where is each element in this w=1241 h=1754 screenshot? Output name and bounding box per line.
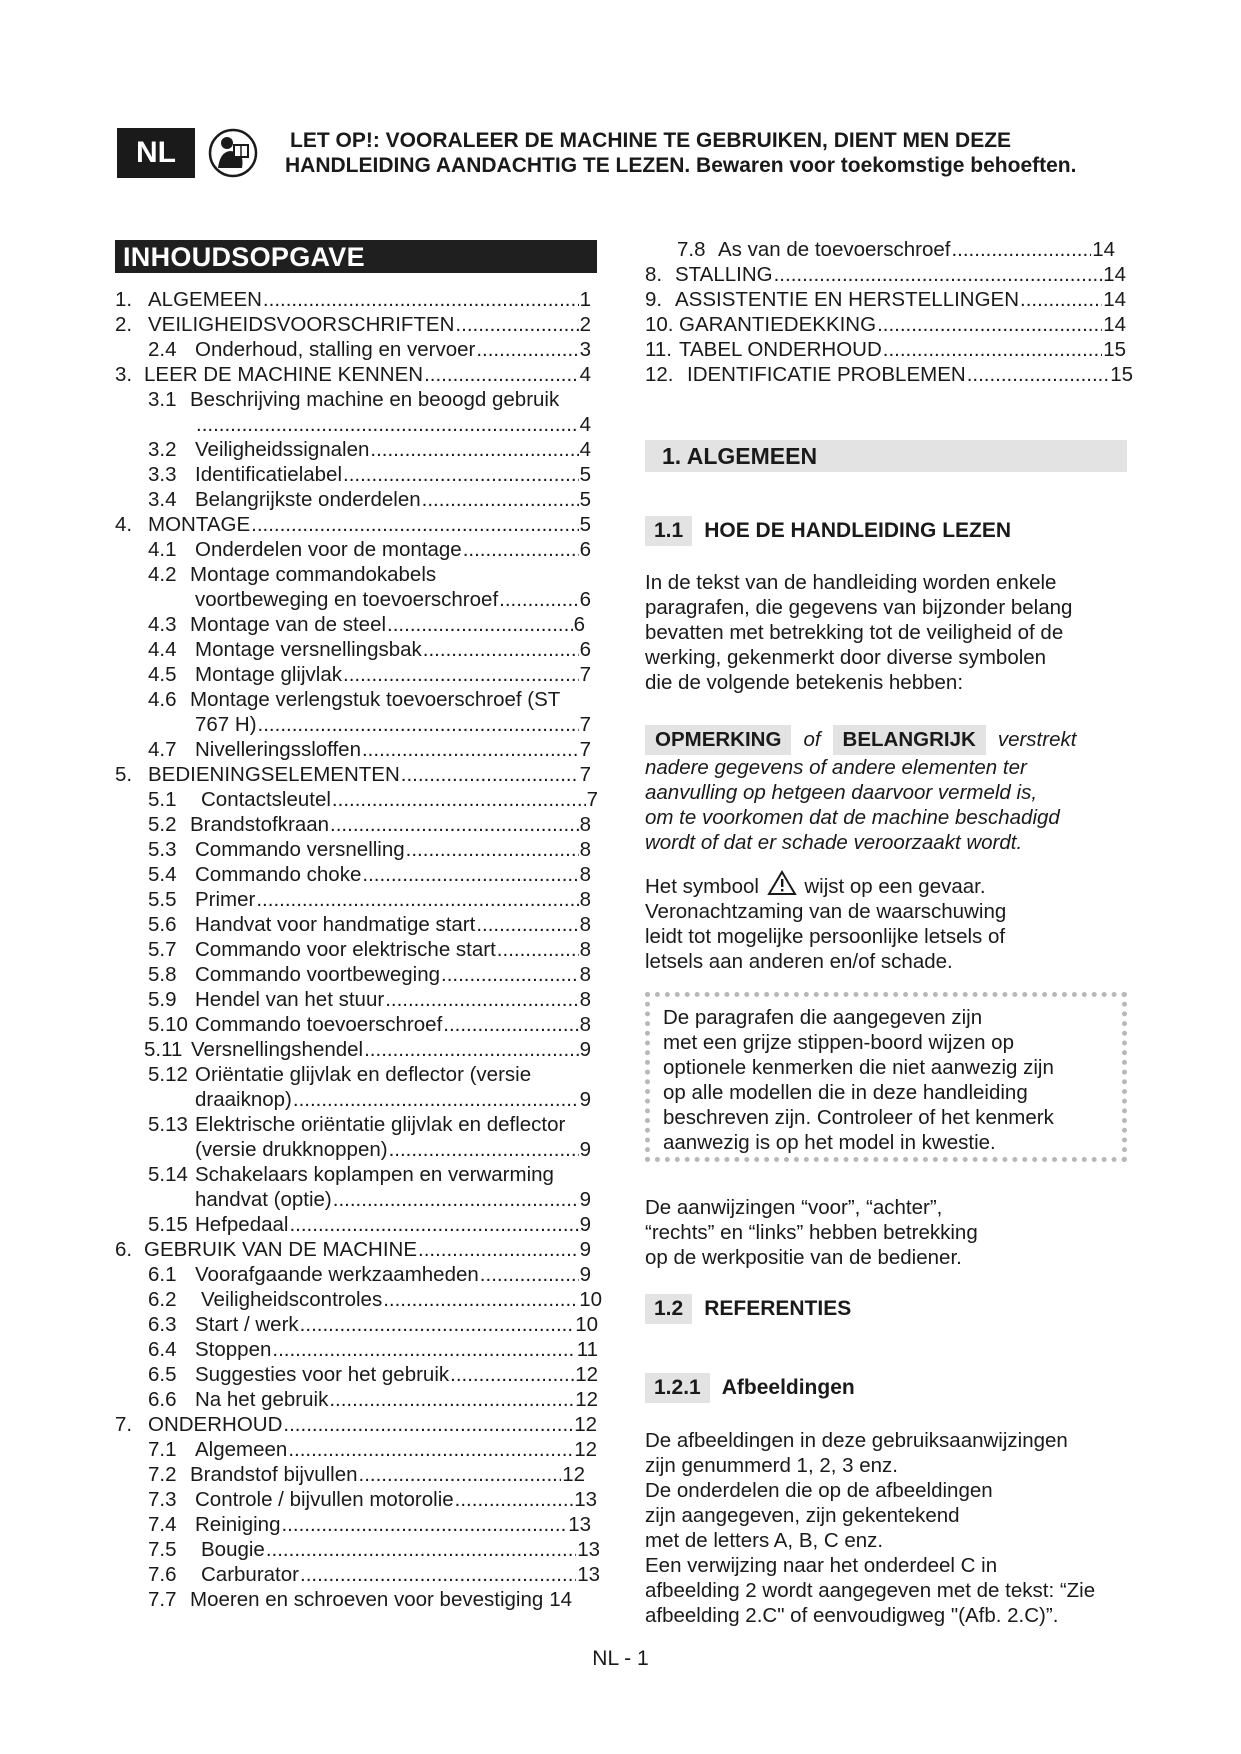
toc-page: 6: [573, 613, 585, 636]
toc-page: 8: [579, 963, 591, 986]
toc-text: Primer: [195, 888, 256, 911]
toc-text: ASSISTENTIE EN HERSTELLINGEN: [675, 288, 1020, 311]
toc-page: 14: [1092, 238, 1115, 261]
text-line: nadere gegevens of andere elementen ter: [645, 756, 1027, 779]
toc-page: 13: [568, 1513, 591, 1536]
note-legend-line: [645, 725, 1076, 755]
toc-text: MONTAGE: [148, 513, 251, 536]
toc-number: 1.: [115, 288, 133, 311]
text-line: met een grijze stippen-boord wijzen op: [663, 1031, 1014, 1054]
toc-text: Hendel van het stuur: [195, 988, 385, 1011]
toc-number: 7.6: [148, 1563, 177, 1586]
text-line: beschreven zijn. Controleer of het kenmerk: [663, 1106, 1054, 1129]
toc-text: Carburator: [201, 1563, 299, 1586]
toc-page: 9: [579, 1038, 591, 1061]
text-line: op de werkpositie van de bediener.: [645, 1246, 962, 1269]
toc-text: STALLING: [675, 263, 773, 286]
toc-number: 6.6: [148, 1388, 177, 1411]
toc-entry[interactable]: [148, 1337, 598, 1362]
toc-text: Identificatielabel: [195, 463, 343, 486]
toc-entry[interactable]: [148, 862, 591, 887]
toc-page: 9: [579, 1238, 591, 1261]
verstrekt-text: verstrekt: [997, 728, 1077, 751]
toc-entry[interactable]: [148, 462, 591, 487]
toc-entry[interactable]: [148, 1012, 591, 1037]
text-line: In de tekst van de handleiding worden enkele: [645, 571, 1057, 594]
toc-page: 5: [579, 488, 591, 511]
toc-entry[interactable]: [148, 937, 591, 962]
toc-number: 7.7: [148, 1588, 177, 1611]
text-line: De onderdelen die op de afbeeldingen: [645, 1479, 993, 1502]
toc-entry[interactable]: [148, 887, 591, 912]
text-line: afbeelding 2.C" of eenvoudigweg "(Afb. 2.C)”.: [645, 1604, 1059, 1627]
toc-page: 13: [577, 1538, 600, 1561]
toc-entry[interactable]: [148, 1587, 600, 1612]
toc-page: 4: [579, 363, 591, 386]
toc-number: 5.12: [148, 1063, 188, 1086]
toc-entry[interactable]: [115, 287, 591, 312]
toc-entry[interactable]: [148, 1287, 602, 1312]
toc-number: 7.8: [677, 238, 706, 261]
toc-text: Commando versnelling: [195, 838, 405, 861]
toc-entry[interactable]: [148, 337, 591, 362]
toc-entry[interactable]: [148, 1537, 600, 1562]
toc-number: 5.4: [148, 863, 177, 886]
toc-entry[interactable]: [645, 337, 1126, 362]
toc-text: 767 H): [195, 713, 257, 736]
toc-text: Beschrijving machine en beoogd gebruik: [190, 388, 560, 411]
toc-text: Algemeen: [195, 1438, 288, 1461]
toc-page: 7: [586, 788, 598, 811]
toc-text: Suggesties voor het gebruik: [195, 1363, 450, 1386]
toc-number: 6.3: [148, 1313, 177, 1336]
toc-page: 4: [579, 438, 591, 461]
toc-entry-continuation: [195, 412, 591, 437]
directions-paragraph: [645, 1195, 978, 1270]
toc-text: Veiligheidssignalen: [195, 438, 370, 461]
toc-page: 14: [549, 1588, 573, 1611]
toc-number: 5.5: [148, 888, 177, 911]
toc-number: 5.8: [148, 963, 177, 986]
toc-entry[interactable]: [148, 987, 591, 1012]
read-manual-icon: [208, 128, 258, 178]
toc-entry[interactable]: [115, 762, 591, 787]
toc-entry[interactable]: [115, 362, 591, 387]
toc-text: VEILIGHEIDSVOORSCHRIFTEN: [148, 313, 455, 336]
toc-number: 5.3: [148, 838, 177, 861]
toc-page: 14: [1103, 263, 1126, 286]
text-fragment: wijst op een gevaar.: [804, 875, 986, 898]
toc-entry[interactable]: [148, 787, 598, 812]
toc-text: BEDIENINGSELEMENTEN: [148, 763, 400, 786]
warning-line-2: HANDLEIDING AANDACHTIG TE LEZEN. Bewaren voor toekomstige behoeften.: [285, 154, 1077, 177]
images-paragraph: [645, 1428, 1095, 1628]
toc-text: ALGEMEEN: [148, 288, 262, 311]
toc-text: Start / werk: [195, 1313, 299, 1336]
note-description: [645, 755, 1060, 855]
toc-page: 9: [579, 1188, 591, 1211]
symbol-paragraph: [645, 870, 1006, 974]
toc-text: Stoppen: [195, 1338, 272, 1361]
toc-number: 7.2: [148, 1463, 177, 1486]
toc-number: 3.4: [148, 488, 177, 511]
toc-text: TABEL ONDERHOUD: [679, 338, 882, 361]
toc-page: 15: [1103, 338, 1126, 361]
intro-paragraph: [645, 570, 1072, 695]
text-line: wordt of dat er schade veroorzaakt wordt.: [645, 831, 1023, 854]
toc-text: Moeren en schroeven voor bevestiging: [190, 1588, 544, 1611]
toc-entry[interactable]: [148, 812, 591, 837]
toc-entry[interactable]: [148, 912, 591, 937]
toc-number: 5.14: [148, 1163, 188, 1186]
text-line: Een verwijzing naar het onderdeel C in: [645, 1554, 998, 1577]
toc-entry[interactable]: [148, 1437, 597, 1462]
toc-entry[interactable]: [148, 1112, 565, 1137]
toc-page: 8: [579, 813, 591, 836]
toc-entry[interactable]: [148, 487, 591, 512]
toc-number: 5.7: [148, 938, 177, 961]
subsection-heading-1-1: [645, 516, 1011, 546]
toc-text: Contactsleutel: [201, 788, 331, 811]
toc-entry-continuation: [195, 587, 591, 612]
toc-entry[interactable]: [645, 262, 1126, 287]
toc-number: 7.3: [148, 1488, 177, 1511]
toc-page: 6: [579, 588, 591, 611]
optional-feature-text: [663, 1005, 1054, 1155]
toc-page: 3: [579, 338, 591, 361]
toc-page: 7: [579, 713, 591, 736]
belangrijk-label: BELANGRIJK: [833, 725, 986, 755]
toc-number: 11.: [645, 338, 672, 361]
toc-entry[interactable]: [645, 287, 1126, 312]
toc-text: Versnellingshendel: [191, 1038, 364, 1061]
toc-text: Onderdelen voor de montage: [195, 538, 462, 561]
toc-text: (versie drukknoppen): [195, 1138, 388, 1161]
toc-number: 5.13: [148, 1113, 188, 1136]
page-number: NL - 1: [592, 1647, 649, 1670]
toc-text: GEBRUIK VAN DE MACHINE: [144, 1238, 417, 1261]
toc-text: Voorafgaande werkzaamheden: [195, 1263, 479, 1286]
text-fragment: Het symbool: [645, 875, 759, 898]
toc-number: 5.10: [148, 1013, 188, 1036]
toc-entry-continuation: [195, 1187, 591, 1212]
text-line: afbeelding 2 wordt aangegeven met de tekst: “Zie: [645, 1579, 1096, 1602]
toc-number: 6.5: [148, 1363, 177, 1386]
warning-line-1: LET OP!: VOORALEER DE MACHINE TE GEBRUIKEN, DIENT MEN DEZE: [290, 129, 1012, 152]
toc-entry[interactable]: [144, 1037, 591, 1062]
toc-entry[interactable]: [148, 612, 585, 637]
text-line: Veronachtzaming van de waarschuwing: [645, 900, 1007, 923]
text-line: zijn aangegeven, zijn gekentekend: [645, 1504, 960, 1527]
toc-number: 4.2: [148, 563, 177, 586]
toc-page: 8: [579, 938, 591, 961]
toc-number: 12.: [645, 363, 674, 386]
toc-number: 5.2: [148, 813, 177, 836]
toc-entry[interactable]: [677, 237, 1115, 262]
toc-entry[interactable]: [148, 662, 591, 687]
toc-text: Oriëntatie glijvlak en deflector (versie: [195, 1063, 532, 1086]
toc-entry[interactable]: [645, 362, 1133, 387]
text-line: die de volgende betekenis hebben:: [645, 671, 964, 694]
toc-page: 2: [579, 313, 591, 336]
toc-number: 4.4: [148, 638, 177, 661]
toc-entry-continuation: [195, 1137, 591, 1162]
toc-page: 8: [579, 988, 591, 1011]
toc-page: 6: [579, 538, 591, 561]
toc-text: Montage van de steel: [190, 613, 387, 636]
toc-entry[interactable]: [148, 437, 591, 462]
text-line: aanvulling op hetgeen daarvoor vermeld is,: [645, 781, 1038, 804]
toc-page: 8: [579, 913, 591, 936]
toc-entry[interactable]: [148, 387, 559, 412]
toc-page: 7: [579, 663, 591, 686]
toc-entry[interactable]: [148, 837, 591, 862]
toc-entry[interactable]: [115, 1412, 597, 1437]
toc-text: Commando choke: [195, 863, 362, 886]
text-line: “rechts” en “links” hebben betrekking: [645, 1221, 978, 1244]
subsection-number: 1.2: [645, 1294, 692, 1324]
text-line: optionele kenmerken die niet aanwezig zijn: [663, 1056, 1054, 1079]
toc-text: Na het gebruik: [195, 1388, 329, 1411]
text-line: leidt tot mogelijke persoonlijke letsels of: [645, 925, 1006, 948]
toc-entry[interactable]: [148, 562, 436, 587]
toc-entry[interactable]: [115, 512, 591, 537]
toc-text: Nivelleringssloffen: [195, 738, 361, 761]
toc-entry[interactable]: [148, 1362, 598, 1387]
toc-entry[interactable]: [115, 312, 591, 337]
toc-text: GARANTIEDEKKING: [679, 313, 877, 336]
text-line: om te voorkomen dat de machine beschadigd: [645, 806, 1060, 829]
toc-entry[interactable]: [148, 687, 560, 712]
toc-page: 12: [575, 1388, 598, 1411]
toc-page: 4: [579, 413, 591, 436]
toc-number: 3.1: [148, 388, 177, 411]
toc-text: Schakelaars koplampen en verwarming: [195, 1163, 554, 1186]
toc-text: Commando voor elektrische start: [195, 938, 496, 961]
text-line: paragrafen, die gegevens van bijzonder belang: [645, 596, 1073, 619]
toc-text: Belangrijkste onderdelen: [195, 488, 421, 511]
toc-page: 8: [579, 863, 591, 886]
toc-page: 12: [574, 1438, 597, 1461]
toc-text: Montage commandokabels: [190, 563, 437, 586]
toc-text: draaiknop): [195, 1088, 292, 1111]
symbol-line: [645, 870, 1006, 899]
toc-number: 7.5: [148, 1538, 177, 1561]
toc-text: handvat (optie): [195, 1188, 332, 1211]
toc-page: 5: [579, 463, 591, 486]
toc-page: 8: [579, 1013, 591, 1036]
toc-text: Veiligheidscontroles: [201, 1288, 383, 1311]
toc-text: Elektrische oriëntatie glijvlak en deflector: [195, 1113, 566, 1136]
text-line: De aanwijzingen “voor”, “achter”,: [645, 1196, 943, 1219]
toc-text: Hefpedaal: [195, 1213, 289, 1236]
toc-page: 9: [579, 1263, 591, 1286]
toc-page: 14: [1103, 313, 1126, 336]
toc-entry[interactable]: [148, 537, 591, 562]
toc-page: 13: [574, 1488, 597, 1511]
toc-entry[interactable]: [148, 1562, 600, 1587]
toc-number: 2.: [115, 313, 133, 336]
toc-number: 6.: [115, 1238, 133, 1261]
toc-number: 10.: [645, 313, 674, 336]
toc-text: Montage versnellingsbak: [195, 638, 422, 661]
toc-number: 6.2: [148, 1288, 177, 1311]
toc-entry[interactable]: [148, 1512, 591, 1537]
toc-entry[interactable]: [148, 1262, 591, 1287]
toc-number: 4.1: [148, 538, 177, 561]
toc-page: 15: [1110, 363, 1133, 386]
toc-number: 4.: [115, 513, 133, 536]
toc-number: 5.9: [148, 988, 177, 1011]
toc-page: 8: [579, 838, 591, 861]
toc-number: 9.: [645, 288, 663, 311]
warning-triangle-icon: [767, 870, 797, 896]
toc-entry[interactable]: [148, 962, 591, 987]
toc-number: 8.: [645, 263, 663, 286]
toc-page: 14: [1103, 288, 1126, 311]
toc-text: Commando toevoerschroef: [195, 1013, 443, 1036]
toc-entry[interactable]: [148, 737, 591, 762]
toc-number: 5.11: [144, 1038, 183, 1061]
toc-page: 10: [579, 1288, 602, 1311]
toc-text: Brandstof bijvullen: [190, 1463, 358, 1486]
toc-number: 5.15: [148, 1213, 188, 1236]
toc-entry-continuation: [195, 712, 591, 737]
toc-number: 6.1: [148, 1263, 177, 1286]
text-line: werking, gekenmerkt door diverse symbolen: [645, 646, 1047, 669]
toc-page: 7: [579, 738, 591, 761]
language-badge: NL: [117, 128, 195, 178]
toc-entry[interactable]: [115, 1237, 591, 1262]
toc-text: voortbeweging en toevoerschroef: [195, 588, 499, 611]
toc-page: 5: [579, 513, 591, 536]
toc-number: 4.7: [148, 738, 177, 761]
text-line: aanwezig is op het model in kwestie.: [663, 1131, 996, 1154]
toc-page: 8: [579, 888, 591, 911]
section-heading: 1. ALGEMEEN: [645, 440, 1127, 472]
toc-entry-continuation: [195, 1087, 591, 1112]
toc-entry[interactable]: [148, 1487, 597, 1512]
toc-number: 7.: [115, 1413, 133, 1436]
subsection-title: Afbeeldingen: [721, 1376, 855, 1399]
toc-text: Bougie: [201, 1538, 265, 1561]
toc-text: As van de toevoerschroef: [718, 238, 951, 261]
toc-number: 7.4: [148, 1513, 177, 1536]
toc-text: Montage glijvlak: [195, 663, 342, 686]
toc-text: Reiniging: [195, 1513, 281, 1536]
toc-text: IDENTIFICATIE PROBLEMEN: [687, 363, 966, 386]
toc-number: 4.5: [148, 663, 177, 686]
text-line: letsels aan anderen en/of schade.: [645, 950, 953, 973]
toc-number: 4.3: [148, 613, 177, 636]
subsection-heading-1-2-1: [645, 1373, 855, 1403]
toc-entry[interactable]: [148, 1162, 554, 1187]
toc-text: Controle / bijvullen motorolie: [195, 1488, 454, 1511]
toc-entry[interactable]: [148, 1387, 598, 1412]
toc-text: Onderhoud, stalling en vervoer: [195, 338, 476, 361]
subsection-number: 1.1: [645, 516, 692, 546]
toc-page: 12: [562, 1463, 585, 1486]
toc-entry[interactable]: [148, 1312, 598, 1337]
toc-page: 12: [574, 1413, 597, 1436]
toc-number: 6.4: [148, 1338, 177, 1361]
toc-number: 4.6: [148, 688, 177, 711]
toc-entry[interactable]: [148, 637, 591, 662]
toc-text: LEER DE MACHINE KENNEN: [144, 363, 424, 386]
toc-page: 11: [576, 1338, 598, 1361]
toc-page: 1: [579, 288, 591, 311]
subsection-title: REFERENTIES: [704, 1297, 852, 1320]
toc-text: Brandstofkraan: [190, 813, 330, 836]
subsection-heading-1-2: [645, 1294, 851, 1324]
toc-text: Commando voortbeweging: [195, 963, 440, 986]
toc-text: Montage verlengstuk toevoerschroef (ST: [190, 688, 561, 711]
toc-page: 7: [579, 763, 591, 786]
text-line: met de letters A, B, C enz.: [645, 1529, 884, 1552]
warning-header: [285, 128, 1170, 178]
toc-number: 5.: [115, 763, 133, 786]
toc-entry[interactable]: [645, 312, 1126, 337]
text-line: bevatten met betrekking tot de veiligheid of de: [645, 621, 1064, 644]
toc-page: 13: [577, 1563, 600, 1586]
toc-entry[interactable]: [148, 1212, 591, 1237]
opmerking-label: OPMERKING: [645, 725, 791, 755]
toc-entry[interactable]: [148, 1062, 531, 1087]
subsection-number: 1.2.1: [645, 1373, 710, 1403]
toc-number: 2.4: [148, 338, 177, 361]
toc-page: 10: [575, 1313, 598, 1336]
toc-page: 9: [579, 1088, 591, 1111]
toc-number: 3.2: [148, 438, 177, 461]
subsection-title: HOE DE HANDLEIDING LEZEN: [704, 519, 1012, 542]
toc-entry[interactable]: [148, 1462, 585, 1487]
text-line: zijn genummerd 1, 2, 3 enz.: [645, 1454, 898, 1477]
toc-number: 3.: [115, 363, 133, 386]
toc-number: 5.1: [148, 788, 177, 811]
of-text: of: [803, 728, 821, 751]
toc-text: Handvat voor handmatige start: [195, 913, 476, 936]
toc-page: 6: [579, 638, 591, 661]
toc-page: 12: [575, 1363, 598, 1386]
text-line: op alle modellen die in deze handleiding: [663, 1081, 1028, 1104]
toc-page: 9: [579, 1138, 591, 1161]
text-line: De paragrafen die aangegeven zijn: [663, 1006, 983, 1029]
text-line: De afbeeldingen in deze gebruiksaanwijzingen: [645, 1429, 1068, 1452]
toc-text: ONDERHOUD: [148, 1413, 283, 1436]
toc-page: 9: [579, 1213, 591, 1236]
toc-number: 7.1: [148, 1438, 177, 1461]
toc-title: INHOUDSOPGAVE: [115, 240, 597, 273]
toc-number: 5.6: [148, 913, 177, 936]
toc-number: 3.3: [148, 463, 177, 486]
